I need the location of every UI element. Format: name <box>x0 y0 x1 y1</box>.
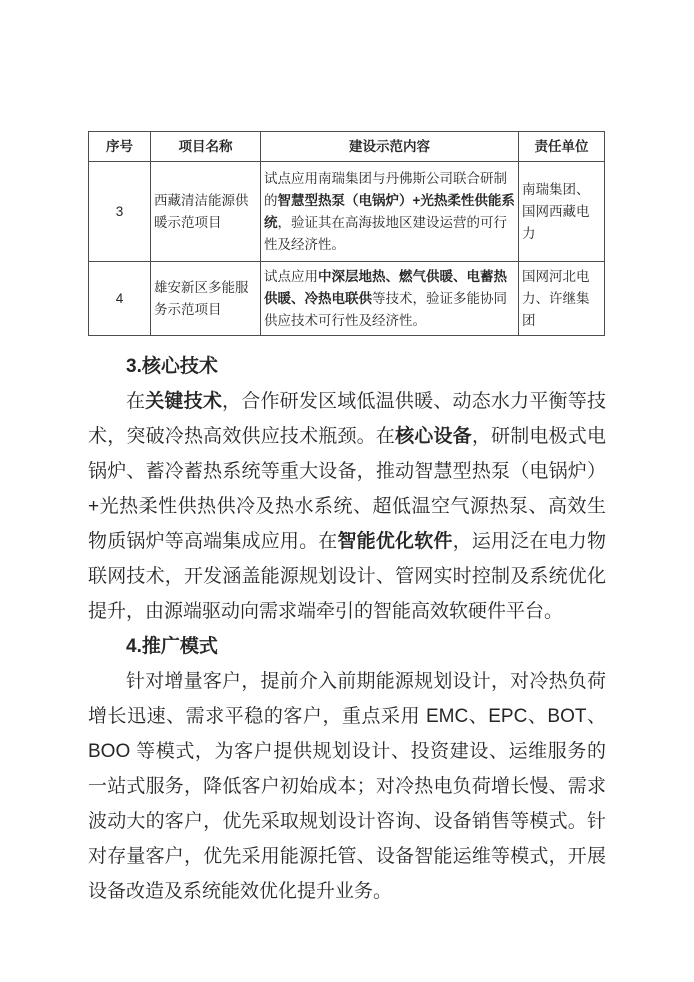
table-row <box>89 162 605 262</box>
body-text: ，运用泛在电力物联网技术，开发涵盖能源规划设计、管网实时控制及系统优化提升，由源端驱动向需求端牵引的智能高效软硬件平台。 <box>88 531 606 622</box>
emphasized-text: 关键技术 <box>145 391 223 412</box>
cell-seq: 3 <box>89 162 151 262</box>
cell-unit: 南瑞集团、国网西藏电力 <box>519 162 605 262</box>
body-text: 试点应用南瑞集团与丹佛斯公司联合研制的 <box>264 170 507 208</box>
section-heading-core-technology: 3.核心技术 <box>126 356 218 377</box>
body-text: ，合作研发区域低温供暖、动态水力平衡等技术，突破冷热高效供应技术瓶颈。在 <box>88 391 606 447</box>
table-header-row <box>89 132 605 162</box>
body-text: 试点应用 <box>264 268 318 284</box>
body-text: 等技术，验证多能协同供应技术可行性及经济性。 <box>264 290 507 328</box>
cell-project-name: 雄安新区多能服务示范项目 <box>151 262 261 336</box>
body-text: ，验证其在高海拔地区建设运营的可行性及经济性。 <box>264 214 507 252</box>
paragraph-promotion-model <box>88 664 606 909</box>
column-header-project-name: 项目名称 <box>151 132 261 162</box>
cell-content <box>261 162 519 262</box>
cell-project-name: 西藏清洁能源供暖示范项目 <box>151 162 261 262</box>
cell-unit: 国网河北电力、许继集团 <box>519 262 605 336</box>
body-text: ，研制电极式电锅炉、蓄冷蓄热系统等重大设备，推动智慧型热泵（电锅炉）+光热柔性供热供冷及热水系统、超低温空气源热泵、高效生物质锅炉等高端集成应用。在 <box>88 426 606 552</box>
emphasized-text: 中深层地热、燃气供暖、电蓄热供暖、冷热电联供 <box>264 268 507 306</box>
document-body <box>88 349 606 909</box>
emphasized-text: 核心设备 <box>395 426 472 447</box>
column-header-seq: 序号 <box>89 132 151 162</box>
paragraph-core-technology <box>88 384 606 629</box>
emphasized-text: 智能优化软件 <box>337 531 453 552</box>
table-row <box>89 262 605 336</box>
emphasized-text: 智慧型热泵（电锅炉）+光热柔性供能系统 <box>264 192 515 230</box>
body-text: 在 <box>126 391 146 412</box>
body-text: 针对增量客户，提前介入前期能源规划设计，对冷热负荷增长迅速、需求平稳的客户，重点采用 EMC、EPC、BOT、BOO 等模式，为客户提供规划设计、投资建设、运维服务的一站式服务，降低客户初始成本；对冷热电负荷增长慢、需求波动大的客户，优先采取规划设计咨询、设备销售等模式。针对存量客户，优先采用能源托管、设备智能运维等模式，开展设备改造及系统能效优化提升业务。 <box>88 671 606 902</box>
column-header-unit: 责任单位 <box>519 132 605 162</box>
project-table <box>88 131 605 336</box>
cell-seq: 4 <box>89 262 151 336</box>
section-heading-promotion-model: 4.推广模式 <box>126 636 218 657</box>
column-header-content: 建设示范内容 <box>261 132 519 162</box>
cell-content <box>261 262 519 336</box>
